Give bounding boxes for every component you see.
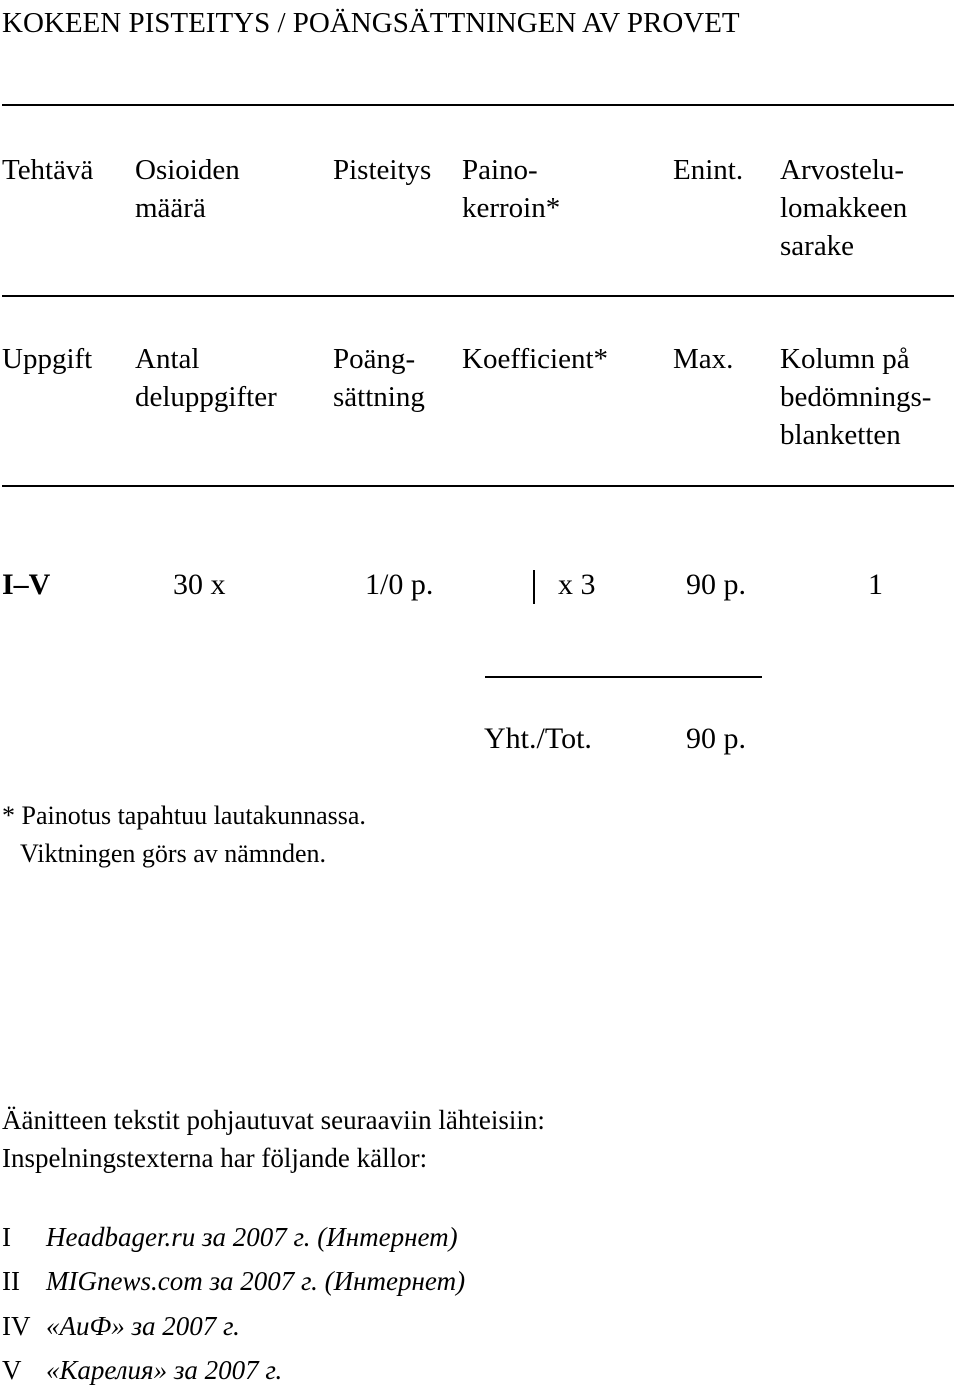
header-sv-column: Kolumn på: [780, 343, 910, 375]
header-sv-scoring: Poäng-: [333, 343, 416, 375]
header-fi-column: Arvostelu-: [780, 154, 905, 186]
footnote-fi: * Painotus tapahtuu lautakunnassa.: [2, 801, 366, 830]
header-fi-scoring: Pisteitys: [333, 154, 432, 186]
row-scoring: 1/0 p.: [365, 568, 434, 601]
total-rule: [485, 676, 762, 678]
divider: [2, 104, 954, 106]
header-sv-count: Antal: [135, 343, 200, 375]
separator-bar: [533, 570, 535, 604]
row-count: 30 x: [173, 568, 226, 601]
row-coefficient: x 3: [558, 568, 596, 601]
divider: [2, 295, 954, 297]
header-fi-task: Tehtävä: [2, 154, 94, 186]
header-sv-task: Uppgift: [2, 343, 93, 375]
header-sv-column: bedömnings-: [780, 381, 932, 413]
source-number: I: [2, 1222, 11, 1252]
footnote-sv: Viktningen görs av nämnden.: [20, 839, 327, 868]
source-text: «Карелия» за 2007 г.: [46, 1355, 283, 1385]
source-number: IV: [2, 1311, 31, 1341]
header-sv-column: blanketten: [780, 419, 901, 451]
source-text: MIGnews.com за 2007 г. (Интернет): [46, 1266, 466, 1296]
header-sv-scoring: sättning: [333, 381, 425, 413]
source-number: V: [2, 1355, 22, 1385]
source-number: II: [2, 1266, 20, 1296]
source-text: Headbager.ru за 2007 г. (Интернет): [46, 1222, 458, 1252]
row-task: I–V: [2, 568, 51, 601]
row-max: 90 p.: [686, 568, 746, 601]
total-value: 90 p.: [686, 722, 746, 755]
header-fi-column: sarake: [780, 230, 855, 262]
header-sv-coefficient: Koefficient*: [462, 343, 609, 375]
header-fi-count: määrä: [135, 192, 206, 224]
header-fi-coefficient: kerroin*: [462, 192, 561, 224]
sources-intro-fi: Äänitteen tekstit pohjautuvat seuraaviin lähteisiin:: [2, 1105, 545, 1135]
header-fi-column: lomakkeen: [780, 192, 908, 224]
header-sv-count: deluppgifter: [135, 381, 277, 413]
divider: [2, 485, 954, 487]
sources-intro-sv: Inspelningstexterna har följande källor:: [2, 1143, 428, 1173]
header-fi-coefficient: Paino-: [462, 154, 538, 186]
header-sv-max: Max.: [673, 343, 734, 375]
header-fi-max: Enint.: [673, 154, 744, 186]
total-label: Yht./Tot.: [484, 722, 592, 755]
row-column: 1: [868, 568, 883, 601]
header-fi-count: Osioiden: [135, 154, 240, 186]
page-title: KOKEEN PISTEITYS / POÄNGSÄTTNINGEN AV PROVET: [2, 7, 740, 39]
source-text: «АиФ» за 2007 г.: [46, 1311, 240, 1341]
